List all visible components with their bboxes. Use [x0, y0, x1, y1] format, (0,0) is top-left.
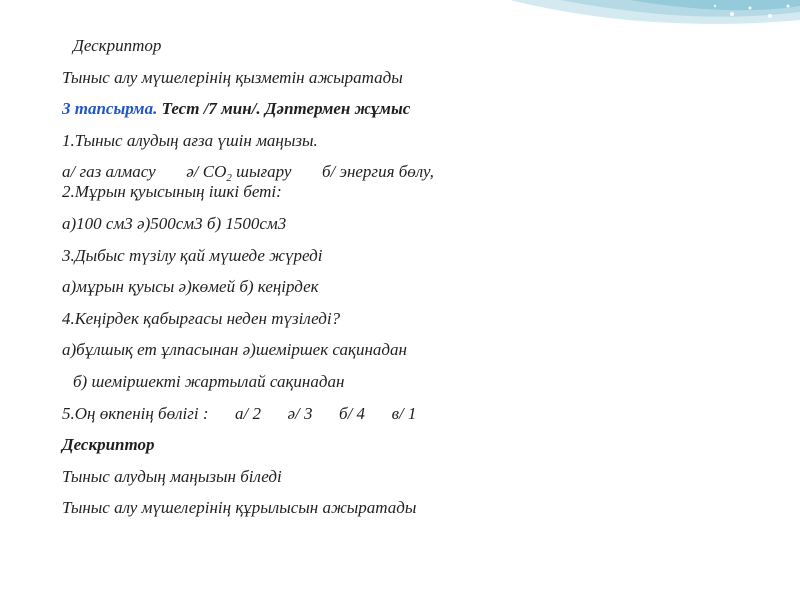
- question-5: [62, 404, 782, 424]
- q1-answer-b: б/ энергия бөлу,: [321, 162, 434, 182]
- q5-answer-b: б/ 4: [339, 403, 366, 423]
- question-1: 1.Тыныс алудың ағза үшін маңызы.: [62, 130, 318, 150]
- q1-answer-a: а/ газ алмасу: [62, 162, 156, 182]
- question-1-answers: [62, 162, 782, 185]
- question-2-answers: а)100 см3 ә)500см3 б) 1500см3: [62, 213, 287, 233]
- question-2: 2.Мұрын қуысының ішкі беті:: [62, 182, 282, 202]
- q5-answer-v: в/ 1: [391, 403, 417, 423]
- descriptor-item-1: Тыныс алудың маңызын біледі: [62, 466, 282, 486]
- descriptor-intro: Тыныс алу мүшелерінің қызметін ажыратады: [62, 67, 403, 87]
- descriptor-item-2: Тыныс алу мүшелерінің құрылысын ажыратады: [62, 498, 417, 518]
- question-3: 3.Дыбыс түзілу қай мүшеде жүреді: [62, 245, 323, 265]
- task-heading: [62, 99, 782, 119]
- q1-answer-ae-subscript: 2: [226, 172, 232, 185]
- slide-content: [62, 36, 782, 530]
- q5-answer-ae: ә/ 3: [287, 403, 313, 423]
- q5-answer-a: а/ 2: [235, 403, 261, 423]
- question-4-answers-2: б) шеміршекті жартылай сақинадан: [73, 371, 345, 391]
- task-number: 3 тапсырма.: [62, 99, 158, 119]
- question-4: 4.Кеңірдек қабырғасы неден түзіледі?: [62, 308, 341, 328]
- question-4-answers-1: а)бұлшық ет ұлпасынан ә)шеміршек сақинадан: [62, 340, 407, 360]
- q1-answer-ae-suffix: шығару: [231, 162, 292, 182]
- question-3-answers: а)мұрын қуысы ә)көмей б) кеңірдек: [62, 277, 319, 297]
- descriptor-heading-2: Дескриптор: [62, 435, 155, 455]
- descriptor-heading: Дескриптор: [73, 36, 162, 55]
- q1-answer-ae-prefix: ә/ СО: [186, 162, 227, 182]
- q5-question: 5.Оң өкпенің бөлігі :: [62, 403, 209, 423]
- task-title: Тест /7 мин/. Дәптермен жұмыс: [157, 99, 411, 119]
